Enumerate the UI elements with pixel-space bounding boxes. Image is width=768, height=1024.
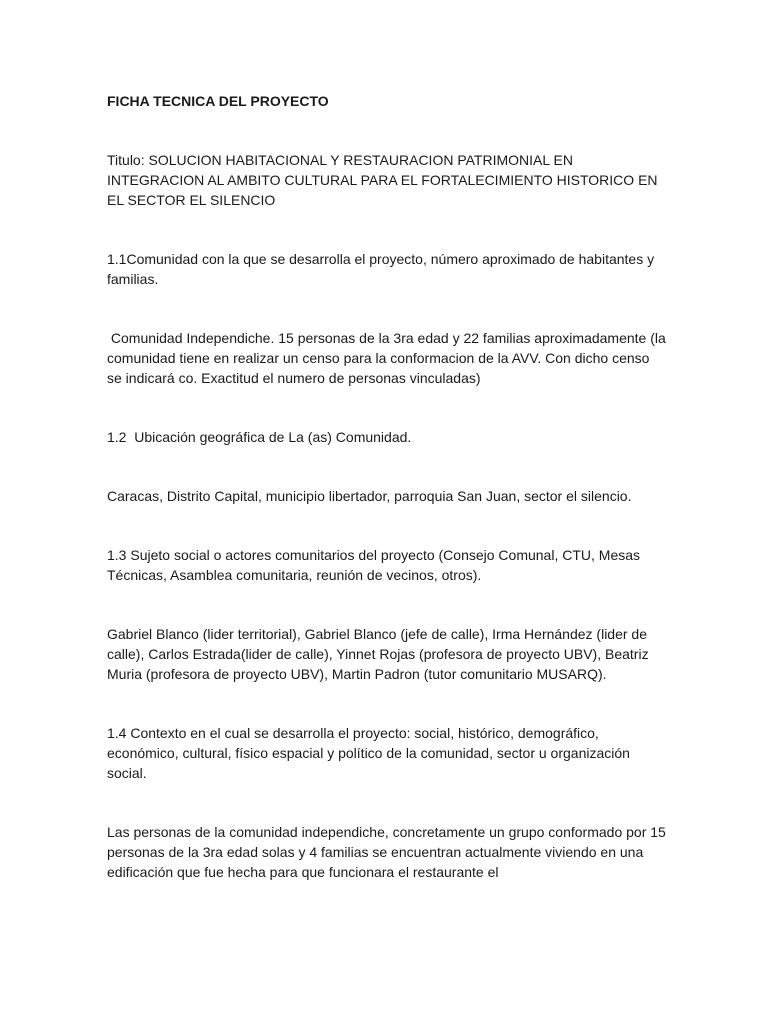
section-1-4-question: 1.4 Contexto en el cual se desarrolla el proyecto: social, histórico, demográfico, económico, cultural, físico espacial y político de la comunidad, sector u organización social.: [107, 725, 630, 781]
section-1-3-answer: Gabriel Blanco (lider territorial), Gabriel Blanco (jefe de calle), Irma Hernández (lider de calle), Carlos Estrada(lider de calle), Yinnet Rojas (profesora de proyecto UBV), Beatriz Muria (profesora de proyecto UBV), Martin Padron (tutor comunitario MUSARQ).: [107, 626, 649, 682]
section-1-2-question: 1.2 Ubicación geográfica de La (as) Comunidad.: [107, 429, 412, 445]
section-1-4-answer: Las personas de la comunidad independiche, concretamente un grupo conformado por 15 personas de la 3ra edad solas y 4 familias se encuentran actualmente viviendo en una edificación que fue hecha para que funcionara el restaurante el: [107, 824, 666, 880]
section-1-2-answer: Caracas, Distrito Capital, municipio libertador, parroquia San Juan, sector el silencio.: [107, 488, 632, 504]
document-heading: FICHA TECNICA DEL PROYECTO: [107, 93, 329, 109]
section-1-3-question: 1.3 Sujeto social o actores comunitarios del proyecto (Consejo Comunal, CTU, Mesas Técnicas, Asamblea comunitaria, reunión de vecinos, otros).: [107, 547, 641, 583]
section-1-1-answer: Comunidad Independiche. 15 personas de la 3ra edad y 22 familias aproximadamente (la comunidad tiene en realizar un censo para la conformacion de la AVV. Con dicho censo se indicará co. Exactitud el numero de personas vinculadas): [107, 330, 670, 386]
project-title: Titulo: SOLUCION HABITACIONAL Y RESTAURACION PATRIMONIAL EN INTEGRACION AL AMBITO CULTURAL PARA EL FORTALECIMIENTO HISTORICO EN EL SECTOR EL SILENCIO: [107, 152, 658, 208]
section-1-1-question: 1.1Comunidad con la que se desarrolla el proyecto, número aproximado de habitantes y familias.: [107, 251, 655, 287]
